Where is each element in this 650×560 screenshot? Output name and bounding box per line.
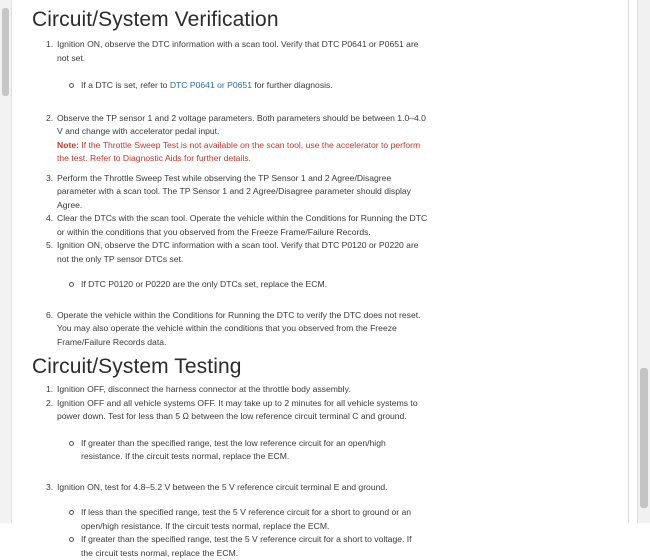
step-text: Operate the vehicle within the Conditions for Running the DTC to verify the DTC does not reset. You may also operate the vehicle within the conditions that you observed from the Freeze Frame/Failure Records data. — [57, 310, 421, 347]
section-title-verification: Circuit/System Verification — [32, 6, 626, 33]
step — [57, 112, 432, 166]
bullet-icon — [69, 441, 74, 446]
step — [57, 38, 432, 93]
bullet-icon — [69, 510, 74, 515]
sub-list — [57, 79, 432, 93]
bullet-icon — [69, 537, 74, 542]
step — [57, 239, 432, 292]
sub-item — [81, 79, 425, 93]
step-text: Ignition ON, test for 4.8–5.2 V between the 5 V reference circuit terminal E and ground. — [57, 482, 388, 492]
sub-list — [57, 506, 432, 560]
step-number: 5. — [46, 239, 53, 253]
sub-item — [81, 506, 425, 533]
note-text — [57, 140, 420, 164]
sub-list — [57, 437, 432, 464]
step-number: 3. — [46, 481, 53, 495]
sub-item — [81, 533, 425, 560]
bullet-icon — [69, 83, 74, 88]
bullet-icon — [69, 282, 74, 287]
left-scrollbar[interactable] — [0, 0, 12, 523]
section-title-testing: Circuit/System Testing — [32, 353, 626, 380]
step — [57, 212, 432, 239]
sub-text: If less than the specified range, test the 5 V reference circuit for a short to ground or an open/high resistance. If the circuit tests normal, replace the ECM. — [81, 507, 411, 531]
step-number: 1. — [46, 38, 53, 52]
step-text: Ignition OFF, disconnect the harness connector at the throttle body assembly. — [57, 384, 351, 394]
document-content — [32, 6, 626, 560]
sub-text: If a DTC is set, refer to — [81, 80, 170, 90]
left-scrollbar-thumb[interactable] — [2, 8, 9, 96]
step — [57, 309, 432, 350]
step — [57, 481, 432, 560]
step-text: Ignition OFF and all vehicle systems OFF. It may take up to 2 minutes for all vehicle systems to power down. Test for less than 5 Ω between the low reference circuit terminal C and ground. — [57, 398, 418, 422]
sub-text: If DTC P0120 or P0220 are the only DTCs set, replace the ECM. — [81, 279, 327, 289]
note-label: Note: — [57, 140, 79, 150]
dtc-link[interactable]: DTC P0641 or P0651 — [170, 80, 252, 90]
sub-text: for further diagnosis. — [252, 80, 333, 90]
step — [57, 383, 432, 397]
testing-steps — [32, 383, 626, 560]
step-number: 2. — [46, 397, 53, 411]
step-text: Ignition ON, observe the DTC information with a scan tool. Verify that DTC P0120 or P0220 are not the only TP sensor DTCs set. — [57, 240, 419, 264]
step — [57, 397, 432, 464]
sub-item — [81, 437, 425, 464]
step-text: Ignition ON, observe the DTC information with a scan tool. Verify that DTC P0641 or P0651 are not set. — [57, 39, 419, 63]
note-body: If the Throttle Sweep Test is not available on the scan tool, use the accelerator to perform the test. Refer to Diagnostic Aids for further details. — [57, 140, 420, 164]
sub-text: If greater than the specified range, test the 5 V reference circuit for a short to voltage. If the circuit tests normal, replace the ECM. — [81, 534, 412, 558]
step-number: 4. — [46, 212, 53, 226]
sub-item — [81, 278, 425, 292]
verification-steps — [32, 38, 626, 349]
step-number: 2. — [46, 112, 53, 126]
sub-list — [57, 278, 432, 292]
sub-text: If greater than the specified range, test the low reference circuit for an open/high resistance. If the circuit tests normal, replace the ECM. — [81, 438, 386, 462]
step-text: Clear the DTCs with the scan tool. Operate the vehicle within the Conditions for Running the DTC or within the conditions that you observed from the Freeze Frame/Failure Records. — [57, 213, 427, 237]
step-number: 6. — [46, 309, 53, 323]
step-text: Perform the Throttle Sweep Test while observing the TP Sensor 1 and 2 Agree/Disagree parameter with a scan tool. The TP Sensor 1 and 2 Agree/Disagree parameter should display Agree. — [57, 173, 411, 210]
step-text: Observe the TP sensor 1 and 2 voltage parameters. Both parameters should be between 1.0–4.0 V and change with accelerator pedal input. — [57, 113, 426, 137]
vertical-scrollbar-thumb[interactable] — [640, 368, 648, 508]
step-number: 1. — [46, 383, 53, 397]
step-number: 3. — [46, 172, 53, 186]
step — [57, 172, 432, 213]
